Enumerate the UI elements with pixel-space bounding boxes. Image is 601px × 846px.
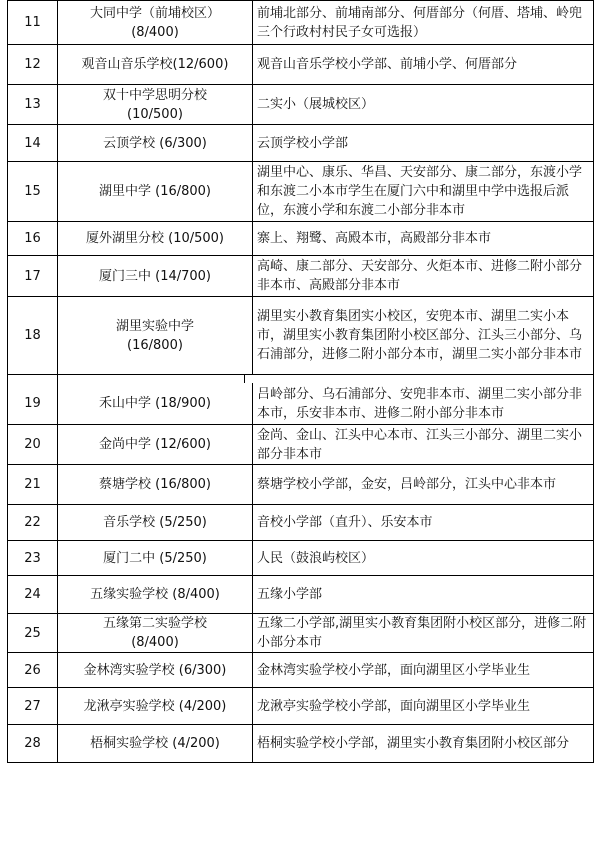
row-number: 27 — [8, 688, 58, 725]
school-name-cell: 湖里实验中学 (16/800) — [58, 297, 253, 375]
table-row — [8, 688, 594, 725]
school-name-cell: 厦外湖里分校 (10/500) — [58, 222, 253, 256]
admission-area-cell: 观音山音乐学校小学部、前埔小学、何厝部分 — [253, 45, 594, 85]
row-number: 20 — [8, 425, 58, 465]
table-row — [8, 125, 594, 162]
admission-area-cell: 寨上、翔鹭、高殿本市，高殿部分非本市 — [253, 222, 594, 256]
row-number: 23 — [8, 541, 58, 576]
admission-area-cell: 吕岭部分、乌石浦部分、安兜非本市、湖里二实小部分非本市，乐安非本市、进修二附小部分非本市 — [253, 383, 594, 425]
admission-area-cell: 金林湾实验学校小学部，面向湖里区小学毕业生 — [253, 653, 594, 688]
table-row — [8, 576, 594, 614]
admission-area-cell: 人民（鼓浪屿校区） — [253, 541, 594, 576]
row-number: 19 — [8, 383, 58, 425]
row-number: 22 — [8, 505, 58, 541]
table-row — [8, 162, 594, 222]
table-row — [8, 85, 594, 125]
row-number: 18 — [8, 297, 58, 375]
row-number: 25 — [8, 614, 58, 653]
school-name-cell: 蔡塘学校 (16/800) — [58, 465, 253, 505]
school-name-cell: 云顶学校 (6/300) — [58, 125, 253, 162]
table-row — [8, 1, 594, 45]
table-row — [8, 297, 594, 375]
table-row — [8, 541, 594, 576]
admission-area-cell: 龙湫亭实验学校小学部，面向湖里区小学毕业生 — [253, 688, 594, 725]
row-number: 17 — [8, 256, 58, 297]
gap-border-col1 — [57, 375, 58, 383]
admission-area-cell: 湖里中心、康乐、华昌、天安部分、康二部分，东渡小学和东渡二小本市学生在厦门六中和湖里中学中选报后派位，东渡小学和东渡二小部分非本市 — [253, 162, 594, 222]
row-number: 13 — [8, 85, 58, 125]
school-name-cell: 观音山音乐学校(12/600) — [58, 45, 253, 85]
row-number: 16 — [8, 222, 58, 256]
school-name-cell: 厦门二中 (5/250) — [58, 541, 253, 576]
school-name-cell: 大同中学（前埔校区） (8/400) — [58, 1, 253, 45]
school-name-cell: 龙湫亭实验学校 (4/200) — [58, 688, 253, 725]
admission-area-cell: 五缘小学部 — [253, 576, 594, 614]
school-name-cell: 音乐学校 (5/250) — [58, 505, 253, 541]
admission-area-cell: 二实小（展城校区） — [253, 85, 594, 125]
table-row — [8, 465, 594, 505]
row-number: 12 — [8, 45, 58, 85]
table-row — [8, 505, 594, 541]
admission-area-cell: 五缘二小学部,湖里实小教育集团附小校区部分，进修二附小部分本市 — [253, 614, 594, 653]
school-name-cell: 禾山中学 (18/900) — [58, 383, 253, 425]
row-number: 24 — [8, 576, 58, 614]
school-name-cell: 双十中学思明分校 (10/500) — [58, 85, 253, 125]
gap-border-right — [593, 375, 594, 383]
gap-border-col2 — [244, 375, 245, 383]
table-row — [8, 614, 594, 653]
school-name-cell: 梧桐实验学校 (4/200) — [58, 725, 253, 763]
gap-border-left — [7, 375, 8, 383]
row-number: 15 — [8, 162, 58, 222]
admission-area-cell: 前埔北部分、前埔南部分、何厝部分（何厝、塔埔、岭兜三个行政村村民子女可选报） — [253, 1, 594, 45]
row-number: 26 — [8, 653, 58, 688]
school-name-cell: 金尚中学 (12/600) — [58, 425, 253, 465]
school-name-cell: 厦门三中 (14/700) — [58, 256, 253, 297]
admission-area-cell: 梧桐实验学校小学部，湖里实小教育集团附小校区部分 — [253, 725, 594, 763]
admission-area-cell: 金尚、金山、江头中心本市、江头三小部分、湖里二实小部分非本市 — [253, 425, 594, 465]
table-row — [8, 222, 594, 256]
row-number: 21 — [8, 465, 58, 505]
admission-area-cell: 湖里实小教育集团实小校区，安兜本市、湖里二实小本市，湖里实小教育集团附小校区部分、江头三小部分、乌石浦部分，进修二附小部分本市，湖里二实小部分非本市 — [253, 297, 594, 375]
table-row — [8, 383, 594, 425]
school-name-cell: 湖里中学 (16/800) — [58, 162, 253, 222]
school-name-cell: 五缘实验学校 (8/400) — [58, 576, 253, 614]
row-number: 14 — [8, 125, 58, 162]
admission-area-cell: 高崎、康二部分、天安部分、火炬本市、进修二附小部分非本市、高殿部分非本市 — [253, 256, 594, 297]
table-row — [8, 653, 594, 688]
table-row — [8, 725, 594, 763]
table-row — [8, 425, 594, 465]
admission-area-cell: 蔡塘学校小学部，金安，吕岭部分，江头中心非本市 — [253, 465, 594, 505]
page-break-gap — [0, 375, 601, 383]
row-number: 11 — [8, 1, 58, 45]
admission-area-cell: 云顶学校小学部 — [253, 125, 594, 162]
school-name-cell: 五缘第二实验学校 (8/400) — [58, 614, 253, 653]
table-row — [8, 45, 594, 85]
row-number: 28 — [8, 725, 58, 763]
table-row — [8, 256, 594, 297]
admission-area-cell: 音校小学部（直升）、乐安本市 — [253, 505, 594, 541]
school-name-cell: 金林湾实验学校 (6/300) — [58, 653, 253, 688]
